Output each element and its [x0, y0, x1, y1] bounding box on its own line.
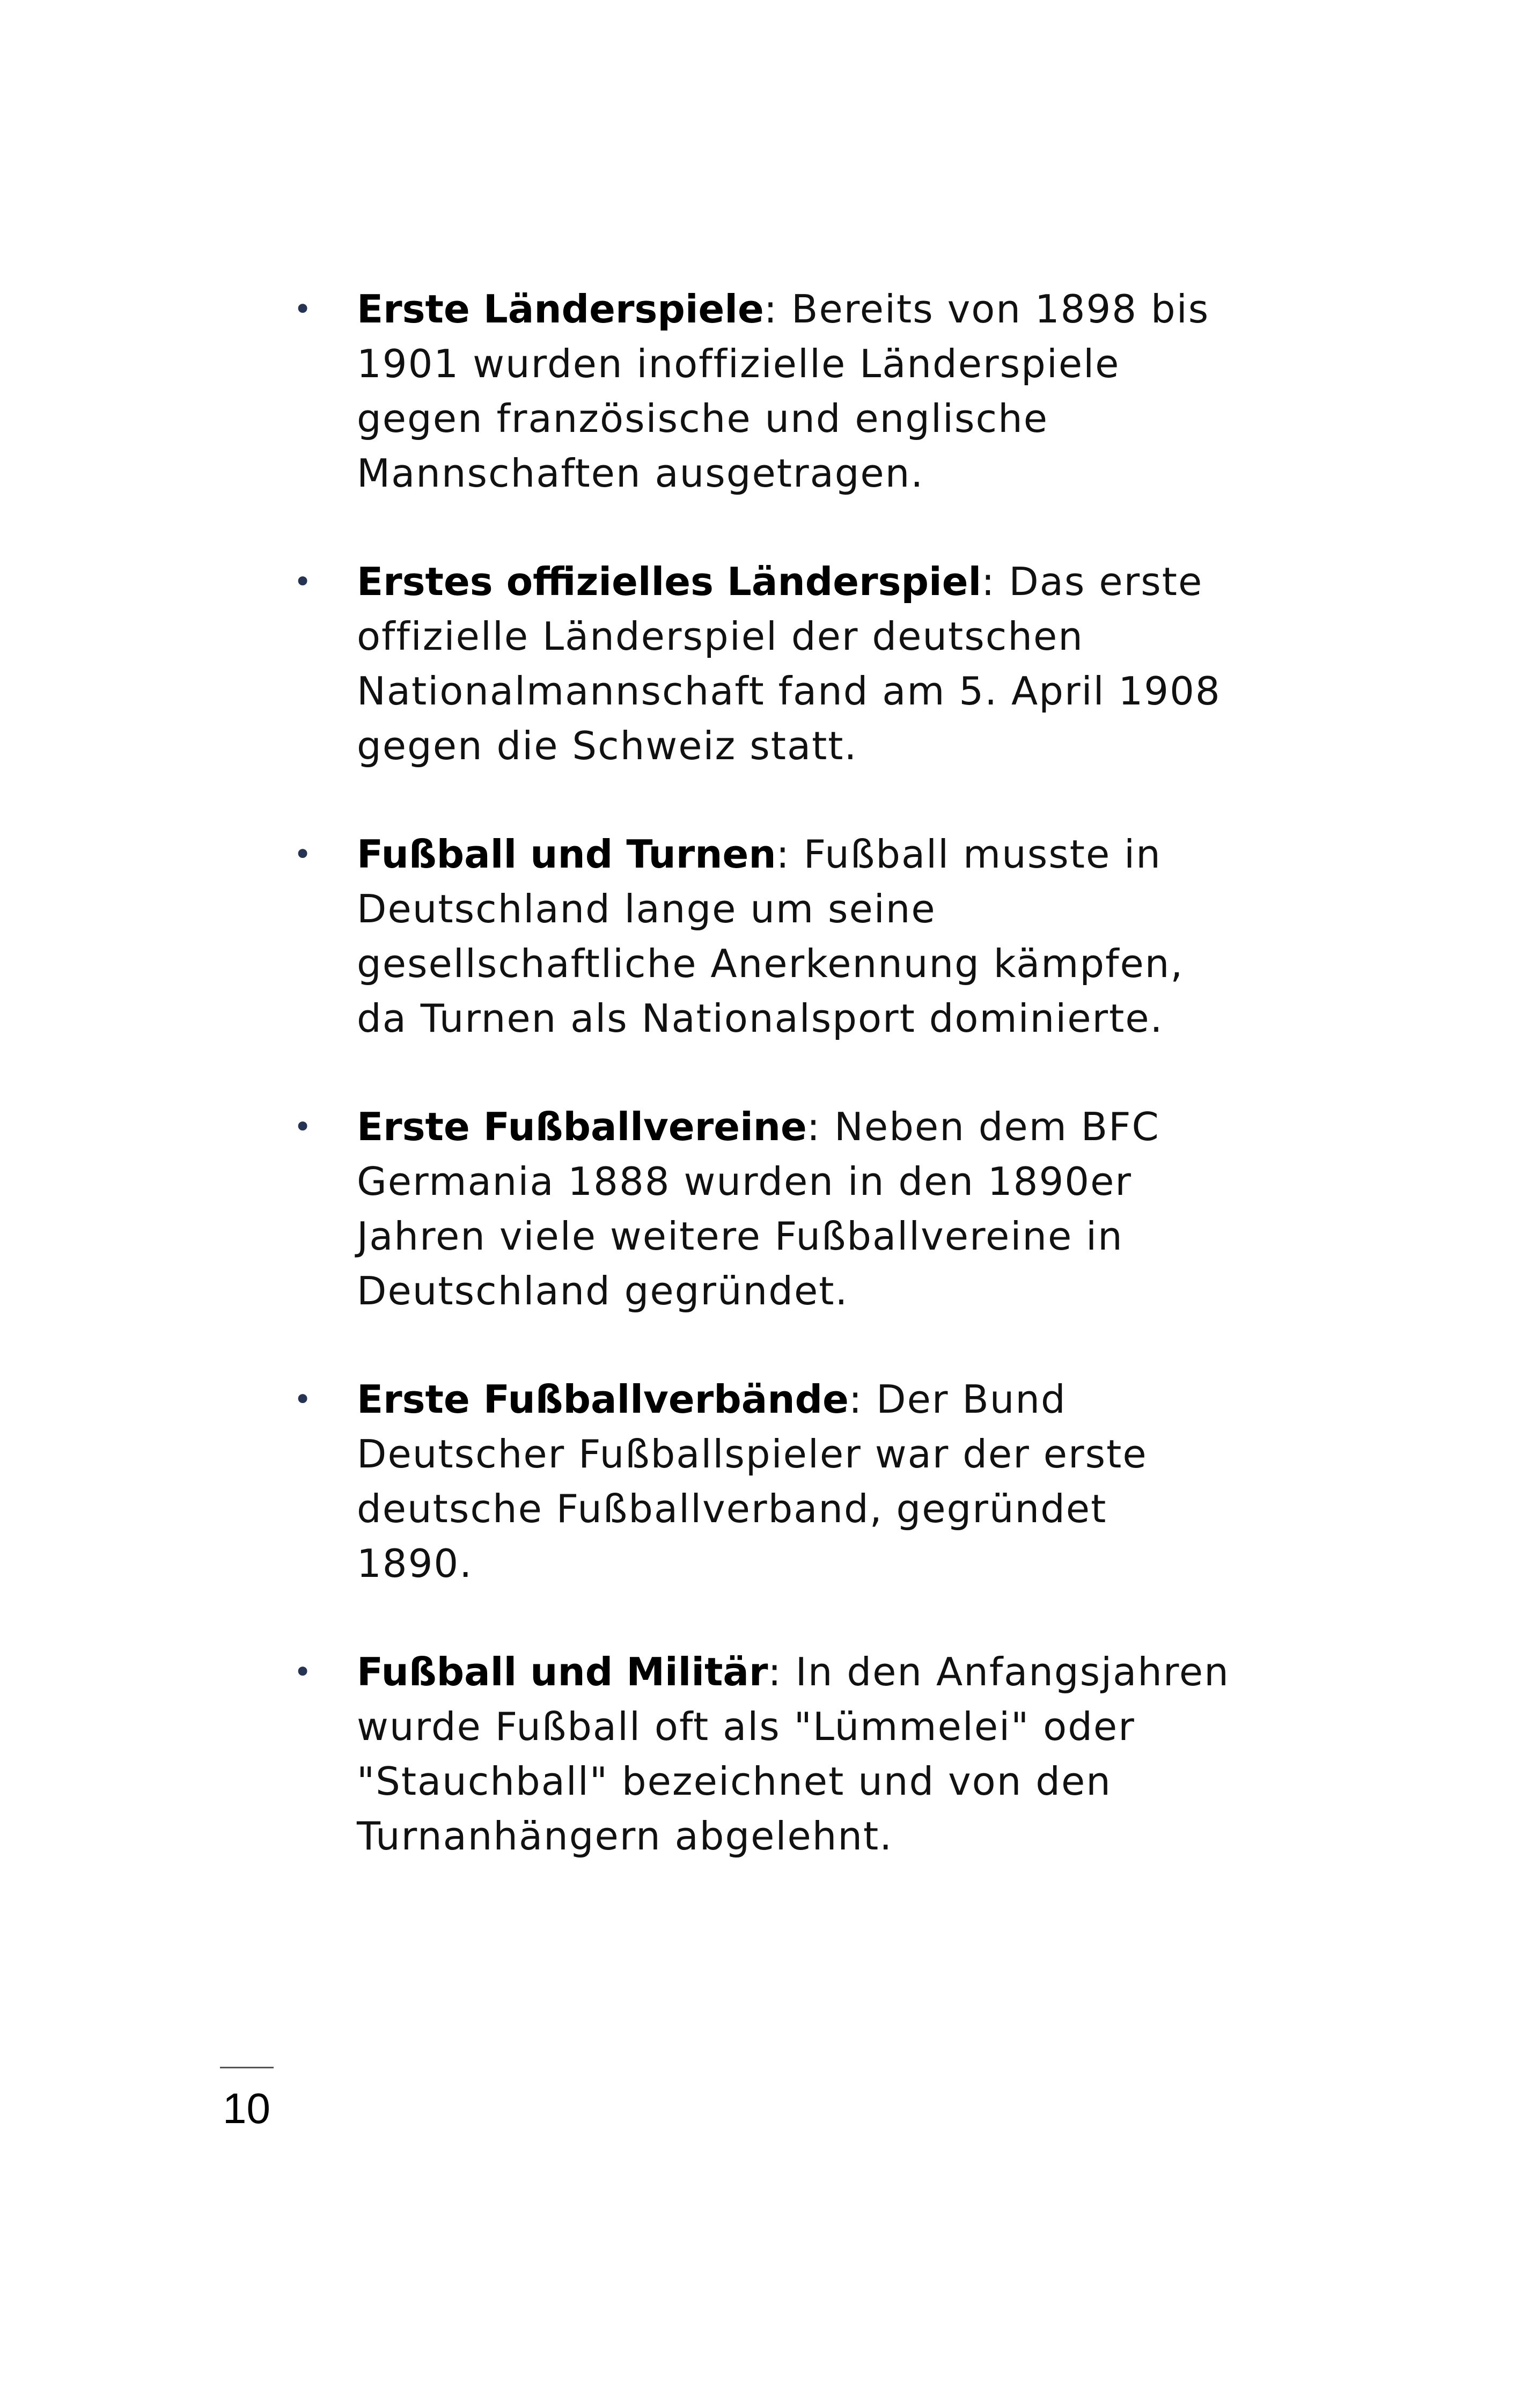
bullet-icon: • — [293, 836, 313, 872]
list-item — [287, 827, 1231, 1046]
bullet-list — [287, 282, 1231, 1917]
item-separator: : — [806, 1104, 835, 1149]
list-item — [287, 1645, 1231, 1863]
item-term: Fußball und Turnen — [357, 832, 776, 877]
bullet-icon: • — [293, 1654, 313, 1690]
bullet-icon: • — [293, 291, 313, 327]
list-item — [287, 1099, 1231, 1318]
page-number-rule — [220, 2067, 274, 2068]
item-separator: : — [763, 287, 792, 332]
list-item — [287, 554, 1231, 773]
item-text: Neben dem BFC Germania 1888 wurden in den 1890er Jahren viele weitere Fußballvereine in Deutschland gegründet. — [357, 1104, 1160, 1313]
item-term: Erste Fußballverbände — [357, 1377, 849, 1422]
list-item — [287, 282, 1231, 501]
item-term: Erste Länderspiele — [357, 287, 764, 332]
item-term: Erstes offizielles Länderspiel — [357, 559, 982, 604]
item-separator: : — [849, 1377, 877, 1422]
item-separator: : — [981, 559, 1009, 604]
item-separator: : — [776, 832, 804, 877]
page-number: 10 — [223, 2084, 270, 2132]
item-separator: : — [768, 1649, 796, 1694]
item-text: Der Bund Deutscher Fußballspieler war der erste deutsche Fußballverband, gegründet 1890. — [357, 1377, 1148, 1586]
bullet-icon: • — [293, 1381, 313, 1418]
item-text: In den Anfangsjahren wurde Fußball oft als "Lümmelei" oder "Stauchball" bezeichnet und von den Turnanhängern abgelehnt. — [357, 1649, 1230, 1859]
item-text: Fußball musste in Deutschland lange um seine gesellschaftliche Anerkennung kämpfen, da Turnen als Nationalsport dominierte. — [357, 832, 1184, 1041]
bullet-icon: • — [293, 563, 313, 600]
item-text: Das erste offizielle Länderspiel der deutschen Nationalmannschaft fand am 5. April 1908 gegen die Schweiz statt. — [357, 559, 1221, 768]
item-term: Erste Fußballvereine — [357, 1104, 807, 1149]
bullet-icon: • — [293, 1108, 313, 1145]
list-item — [287, 1372, 1231, 1591]
item-term: Fußball und Militär — [357, 1649, 768, 1694]
item-text: Bereits von 1898 bis 1901 wurden inoffizielle Länderspiele gegen französische und englische Mannschaften ausgetragen. — [357, 287, 1210, 496]
